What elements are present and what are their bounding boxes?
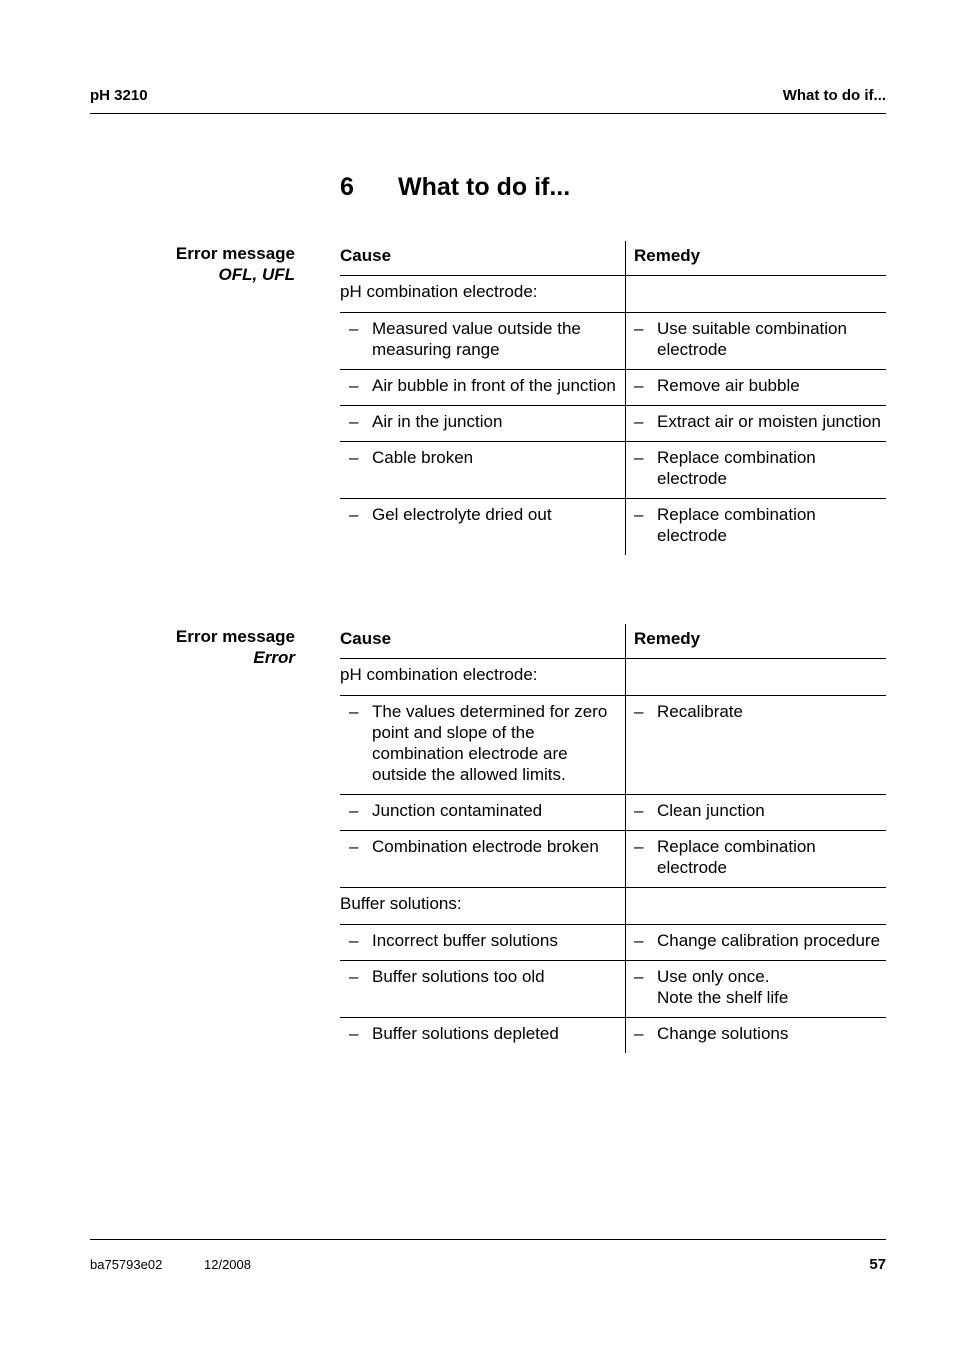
bullet-dash: – bbox=[349, 930, 359, 950]
side-label-subtitle: OFL, UFL bbox=[218, 265, 295, 284]
cause-text: Gel electrolyte dried out bbox=[372, 504, 552, 524]
bullet-dash: – bbox=[634, 1023, 644, 1043]
remedy-text: Replace combination electrode bbox=[657, 447, 816, 488]
group-label: pH combination electrode: bbox=[340, 664, 538, 684]
column-header-cause: Cause bbox=[340, 241, 626, 275]
bullet-dash: – bbox=[634, 836, 644, 856]
group-label: Buffer solutions: bbox=[340, 893, 462, 913]
bullet-dash: – bbox=[349, 836, 359, 856]
running-header-left: pH 3210 bbox=[90, 87, 148, 104]
table-row bbox=[340, 405, 886, 441]
side-label-ofl-ufl bbox=[90, 243, 295, 285]
bullet-dash: – bbox=[634, 318, 644, 338]
remedy-text: Remove air bubble bbox=[657, 375, 800, 395]
bullet-dash: – bbox=[634, 930, 644, 950]
cause-text: Junction contaminated bbox=[372, 800, 543, 820]
remedy-text: Clean junction bbox=[657, 800, 765, 820]
bullet-dash: – bbox=[349, 318, 359, 338]
cause-text: The values determined for zero point and slope of the combination electrode are outside the allowed limits. bbox=[372, 701, 608, 784]
bullet-dash: – bbox=[634, 504, 644, 524]
remedy-text: Recalibrate bbox=[657, 701, 743, 721]
cause-text: Incorrect buffer solutions bbox=[372, 930, 558, 950]
bullet-dash: – bbox=[634, 447, 644, 467]
group-label: pH combination electrode: bbox=[340, 281, 538, 301]
group-row bbox=[340, 275, 886, 312]
cause-text: Measured value outside the measuring range bbox=[372, 318, 581, 359]
group-row bbox=[340, 887, 886, 924]
cause-text: Air in the junction bbox=[372, 411, 503, 431]
table-row bbox=[340, 830, 886, 887]
table-row bbox=[340, 1017, 886, 1053]
remedy-text: Use only once. Note the shelf life bbox=[657, 966, 789, 1007]
side-label-subtitle: Error bbox=[253, 648, 295, 667]
footer-document-code: ba75793e02 bbox=[90, 1257, 163, 1272]
bullet-dash: – bbox=[349, 966, 359, 986]
cause-text: Air bubble in front of the junction bbox=[372, 375, 616, 395]
bullet-dash: – bbox=[349, 800, 359, 820]
error-table-error bbox=[340, 624, 886, 1053]
remedy-text: Replace combination electrode bbox=[657, 836, 816, 877]
side-label-title: Error message bbox=[175, 627, 295, 646]
cause-text: Combination electrode broken bbox=[372, 836, 599, 856]
bullet-dash: – bbox=[349, 375, 359, 395]
table-header-row bbox=[340, 624, 886, 658]
cause-text: Cable broken bbox=[372, 447, 474, 467]
group-row bbox=[340, 658, 886, 695]
bullet-dash: – bbox=[634, 701, 644, 721]
running-header-right: What to do if... bbox=[782, 87, 886, 104]
bullet-dash: – bbox=[634, 966, 644, 986]
side-label-error bbox=[90, 626, 295, 668]
footer-date: 12/2008 bbox=[204, 1257, 251, 1272]
header-rule bbox=[90, 113, 886, 114]
bullet-dash: – bbox=[349, 447, 359, 467]
remedy-text: Change solutions bbox=[657, 1023, 789, 1043]
bullet-dash: – bbox=[349, 1023, 359, 1043]
table-row bbox=[340, 794, 886, 830]
table-row bbox=[340, 960, 886, 1017]
bullet-dash: – bbox=[634, 411, 644, 431]
table-header-row bbox=[340, 241, 886, 275]
chapter-heading bbox=[340, 173, 570, 202]
chapter-title: What to do if... bbox=[398, 173, 571, 201]
remedy-text: Replace combination electrode bbox=[657, 504, 816, 545]
column-header-remedy: Remedy bbox=[626, 241, 887, 275]
bullet-dash: – bbox=[349, 504, 359, 524]
side-label-title: Error message bbox=[175, 244, 295, 263]
table-row bbox=[340, 924, 886, 960]
column-header-remedy: Remedy bbox=[626, 624, 887, 658]
remedy-text: Extract air or moisten junction bbox=[657, 411, 881, 431]
table-row bbox=[340, 498, 886, 555]
remedy-text: Change calibration procedure bbox=[657, 930, 881, 950]
bullet-dash: – bbox=[634, 375, 644, 395]
chapter-number: 6 bbox=[340, 173, 354, 201]
table-row bbox=[340, 441, 886, 498]
table-row bbox=[340, 695, 886, 794]
page-number: 57 bbox=[869, 1256, 886, 1273]
bullet-dash: – bbox=[349, 411, 359, 431]
cause-text: Buffer solutions too old bbox=[372, 966, 545, 986]
table-row bbox=[340, 312, 886, 369]
column-header-cause: Cause bbox=[340, 624, 626, 658]
footer-rule bbox=[90, 1239, 886, 1240]
error-table-ofl-ufl bbox=[340, 241, 886, 555]
table-row bbox=[340, 369, 886, 405]
cause-text: Buffer solutions depleted bbox=[372, 1023, 559, 1043]
bullet-dash: – bbox=[634, 800, 644, 820]
bullet-dash: – bbox=[349, 701, 359, 721]
remedy-text: Use suitable combination electrode bbox=[657, 318, 847, 359]
